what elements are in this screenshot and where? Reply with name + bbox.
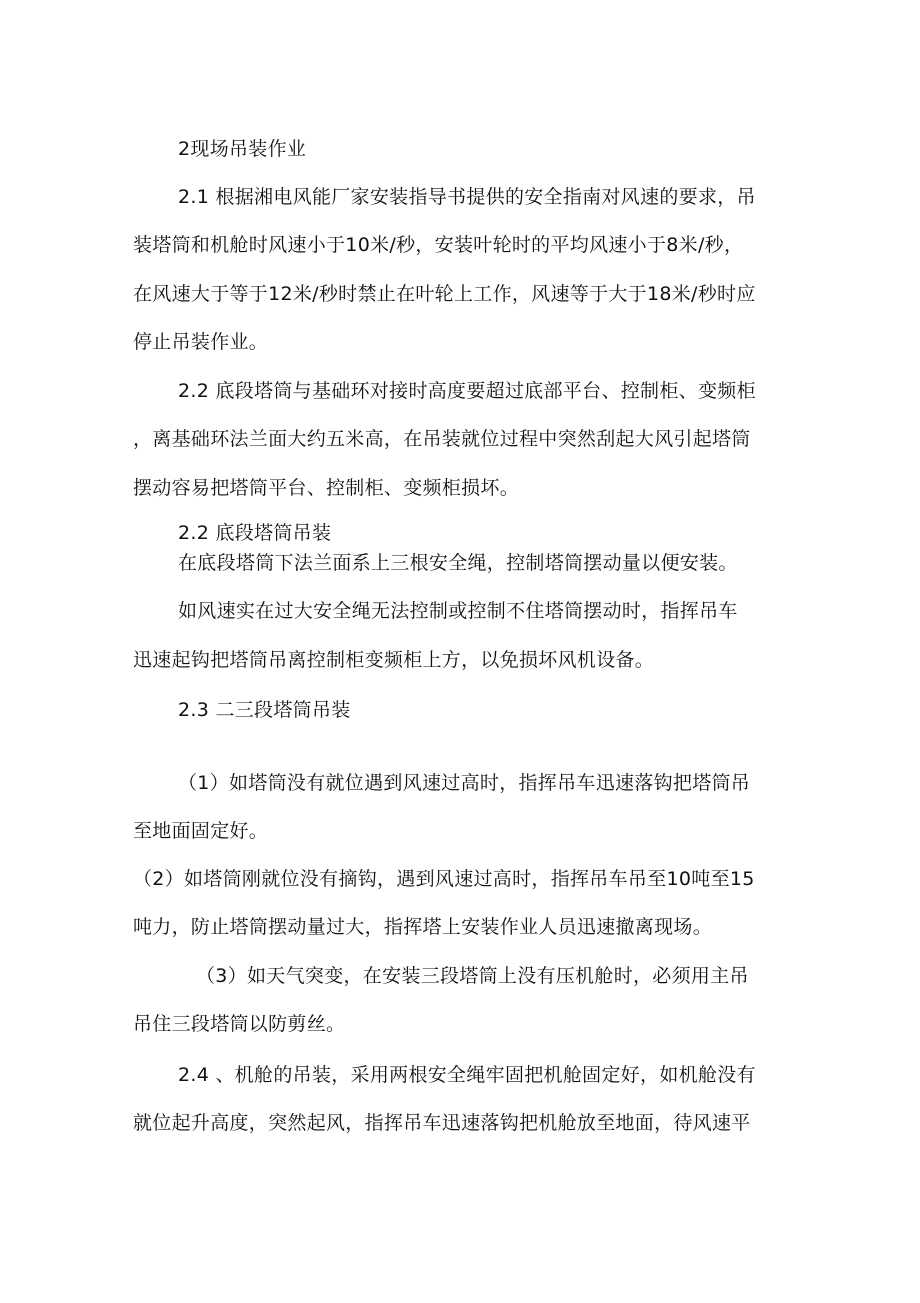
paragraph-line: ，离基础环法兰面大约五米高，在吊装就位过程中突然刮起大风引起塔筒 [133,428,751,450]
paragraph-line: 在底段塔筒下法兰面系上三根安全绳，控制塔筒摆动量以便安装。 [178,552,738,574]
subsection-heading: 2.3 二三段塔筒吊装 [178,699,351,721]
paragraph-line: （1）如塔筒没有就位遇到风速过高时，指挥吊车迅速落钩把塔筒吊 [178,772,751,794]
paragraph-line: 2.1 根据湘电风能厂家安装指导书提供的安全指南对风速的要求，吊 [178,186,756,208]
paragraph-line: 2.4 、机舱的吊装，采用两根安全绳牢固把机舱固定好，如机舱没有 [178,1064,756,1086]
paragraph-line: 吊住三段塔筒以防剪丝。 [133,1013,346,1035]
paragraph-line: 停止吊装作业。 [133,331,269,353]
paragraph-line: 在风速大于等于12米/秒时禁止在叶轮上工作，风速等于大于18米/秒时应 [133,283,756,305]
paragraph-line: 至地面固定好。 [133,820,269,842]
paragraph-line: 就位起升高度，突然起风，指挥吊车迅速落钩把机舱放至地面，待风速平 [133,1112,751,1134]
paragraph-line: 如风速实在过大安全绳无法控制或控制不住塔筒摆动时，指挥吊车 [178,600,738,622]
paragraph-line: 2.2 底段塔筒与基础环对接时高度要超过底部平台、控制柜、变频柜 [178,380,756,402]
paragraph-line: （2）如塔筒刚就位没有摘钩，遇到风速过高时，指挥吊车吊至10吨至15 [133,868,755,890]
subsection-heading: 2.2 底段塔筒吊装 [178,522,332,544]
paragraph-line: 装塔筒和机舱时风速小于10米/秒，安装叶轮时的平均风速小于8米/秒， [133,234,744,256]
paragraph-line: （3）如天气突变，在安装三段塔筒上没有压机舱时，必须用主吊 [196,965,749,987]
paragraph-line: 吨力，防止塔筒摆动量过大，指挥塔上安装作业人员迅速撤离现场。 [133,916,713,938]
section-heading: 2现场吊装作业 [178,138,307,160]
paragraph-line: 摆动容易把塔筒平台、控制柜、变频柜损坏。 [133,477,520,499]
paragraph-line: 迅速起钩把塔筒吊离控制柜变频柜上方，以免损坏风机设备。 [133,649,655,671]
